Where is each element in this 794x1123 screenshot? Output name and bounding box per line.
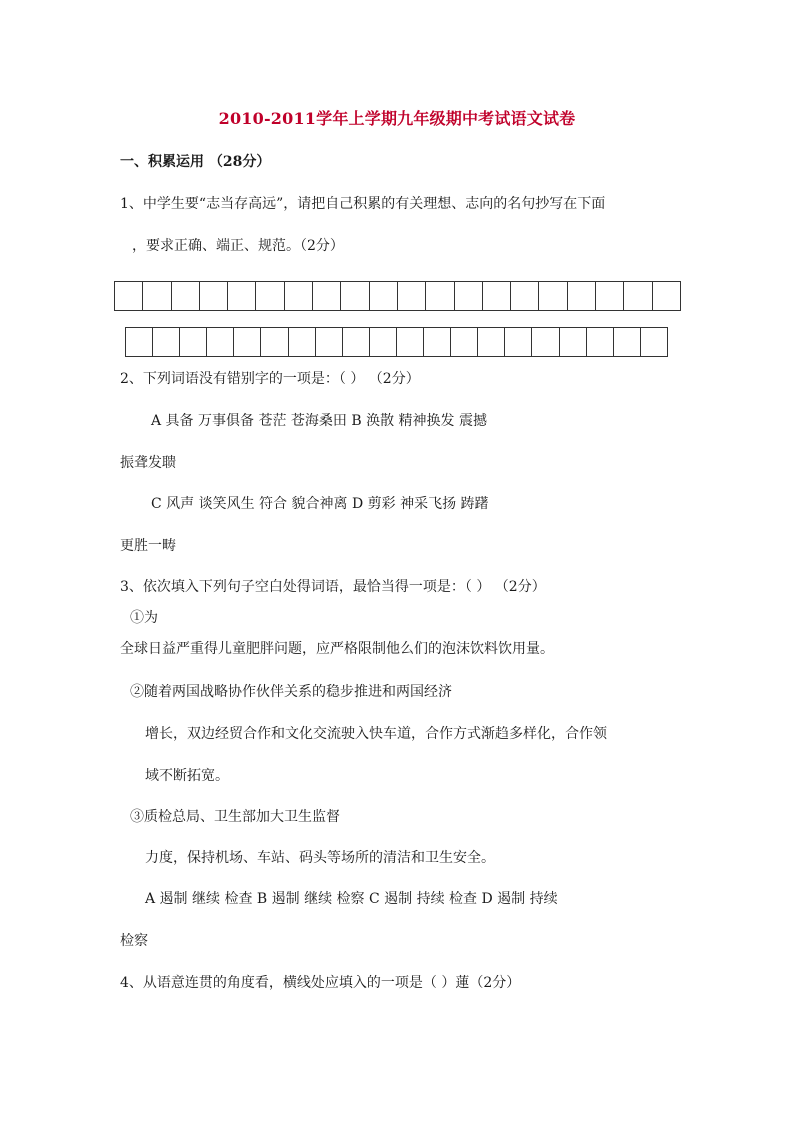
grid-cell[interactable] [256, 282, 284, 311]
grid-cell[interactable] [539, 282, 567, 311]
question-3-sentence-1: 全球日益严重得儿童肥胖问题，应严格限制他么们的泡沫饮料饮用量。 [120, 641, 554, 657]
grid-cell[interactable] [596, 282, 624, 311]
question-3-sentence-3: ③质检总局、卫生部加大卫生监督 [130, 809, 340, 825]
grid-cell[interactable] [653, 282, 681, 311]
grid-cell[interactable] [587, 328, 614, 357]
grid-cell[interactable] [398, 282, 426, 311]
grid-cell[interactable] [261, 328, 288, 357]
grid-cell[interactable] [234, 328, 261, 357]
question-3-options-continued: 检察 [120, 933, 148, 949]
question-2-options-ab-continued: 振聋发聩 [120, 455, 176, 471]
grid-cell[interactable] [200, 282, 228, 311]
question-1-line-1: 1、中学生要“志当存高远”，请把自己积累的有关理想、志向的名句抄写在下面 [120, 196, 606, 212]
grid-cell[interactable] [316, 328, 343, 357]
grid-cell[interactable] [511, 282, 539, 311]
question-2-stem: 2、下列词语没有错别字的一项是：（ ） （2分） [120, 371, 420, 387]
grid-cell[interactable] [153, 328, 180, 357]
grid-cell[interactable] [313, 282, 341, 311]
grid-cell[interactable] [451, 328, 478, 357]
grid-cell[interactable] [341, 282, 369, 311]
question-4-stem: 4、从语意连贯的角度看，横线处应填入的一项是（ ）蓮（2分） [120, 975, 521, 991]
grid-cell[interactable] [115, 282, 143, 311]
answer-grid-row-1[interactable] [114, 281, 681, 311]
grid-cell[interactable] [289, 328, 316, 357]
question-3-sentence-3-line-2: 力度，保持机场、车站、码头等场所的清洁和卫生安全。 [145, 850, 495, 866]
grid-cell[interactable] [483, 282, 511, 311]
grid-cell[interactable] [207, 328, 234, 357]
grid-cell[interactable] [614, 328, 641, 357]
grid-cell[interactable] [478, 328, 505, 357]
grid-cell[interactable] [343, 328, 370, 357]
grid-cell[interactable] [172, 282, 200, 311]
grid-cell[interactable] [624, 282, 652, 311]
grid-cell[interactable] [641, 328, 668, 357]
section-heading: 一、积累运用 （28分） [120, 154, 271, 170]
grid-cell[interactable] [426, 282, 454, 311]
question-2-options-ab: A 具备 万事俱备 苍茫 苍海桑田 B 涣散 精神换发 震撼 [151, 413, 487, 429]
grid-cell[interactable] [370, 328, 397, 357]
question-3-options: A 遏制 继续 检查 B 遏制 继续 检察 C 遏制 持续 检查 D 遏制 持续 [145, 891, 558, 907]
grid-cell[interactable] [397, 328, 424, 357]
grid-cell[interactable] [532, 328, 559, 357]
grid-cell[interactable] [180, 328, 207, 357]
question-3-sentence-2-line-2: 增长，双边经贸合作和文化交流驶入快车道，合作方式渐趋多样化，合作领 [145, 726, 607, 742]
grid-cell[interactable] [285, 282, 313, 311]
exam-title: 2010-2011学年上学期九年级期中考试语文试卷 [218, 109, 576, 128]
grid-cell[interactable] [505, 328, 532, 357]
question-2-options-cd: C 风声 谈笑风生 符合 貌合神离 D 剪彩 神采飞扬 踌躇 [151, 496, 489, 512]
grid-cell[interactable] [370, 282, 398, 311]
grid-cell[interactable] [143, 282, 171, 311]
grid-cell[interactable] [228, 282, 256, 311]
grid-cell[interactable] [424, 328, 451, 357]
grid-cell[interactable] [560, 328, 587, 357]
question-3-sentence-1-marker: ①为 [130, 610, 158, 626]
question-1-line-2: ，要求正确、端正、规范。（2分） [132, 238, 344, 254]
question-3-sentence-2: ②随着两国战略协作伙伴关系的稳步推进和两国经济 [130, 684, 452, 700]
question-2-options-cd-continued: 更胜一畴 [120, 538, 176, 554]
grid-cell[interactable] [126, 328, 153, 357]
question-3-sentence-2-line-3: 域不断拓宽。 [145, 768, 229, 784]
answer-grid-row-2[interactable] [125, 327, 668, 357]
grid-cell[interactable] [568, 282, 596, 311]
question-3-stem: 3、依次填入下列句子空白处得词语，最恰当得一项是：（ ） （2分） [120, 579, 546, 595]
grid-cell[interactable] [455, 282, 483, 311]
